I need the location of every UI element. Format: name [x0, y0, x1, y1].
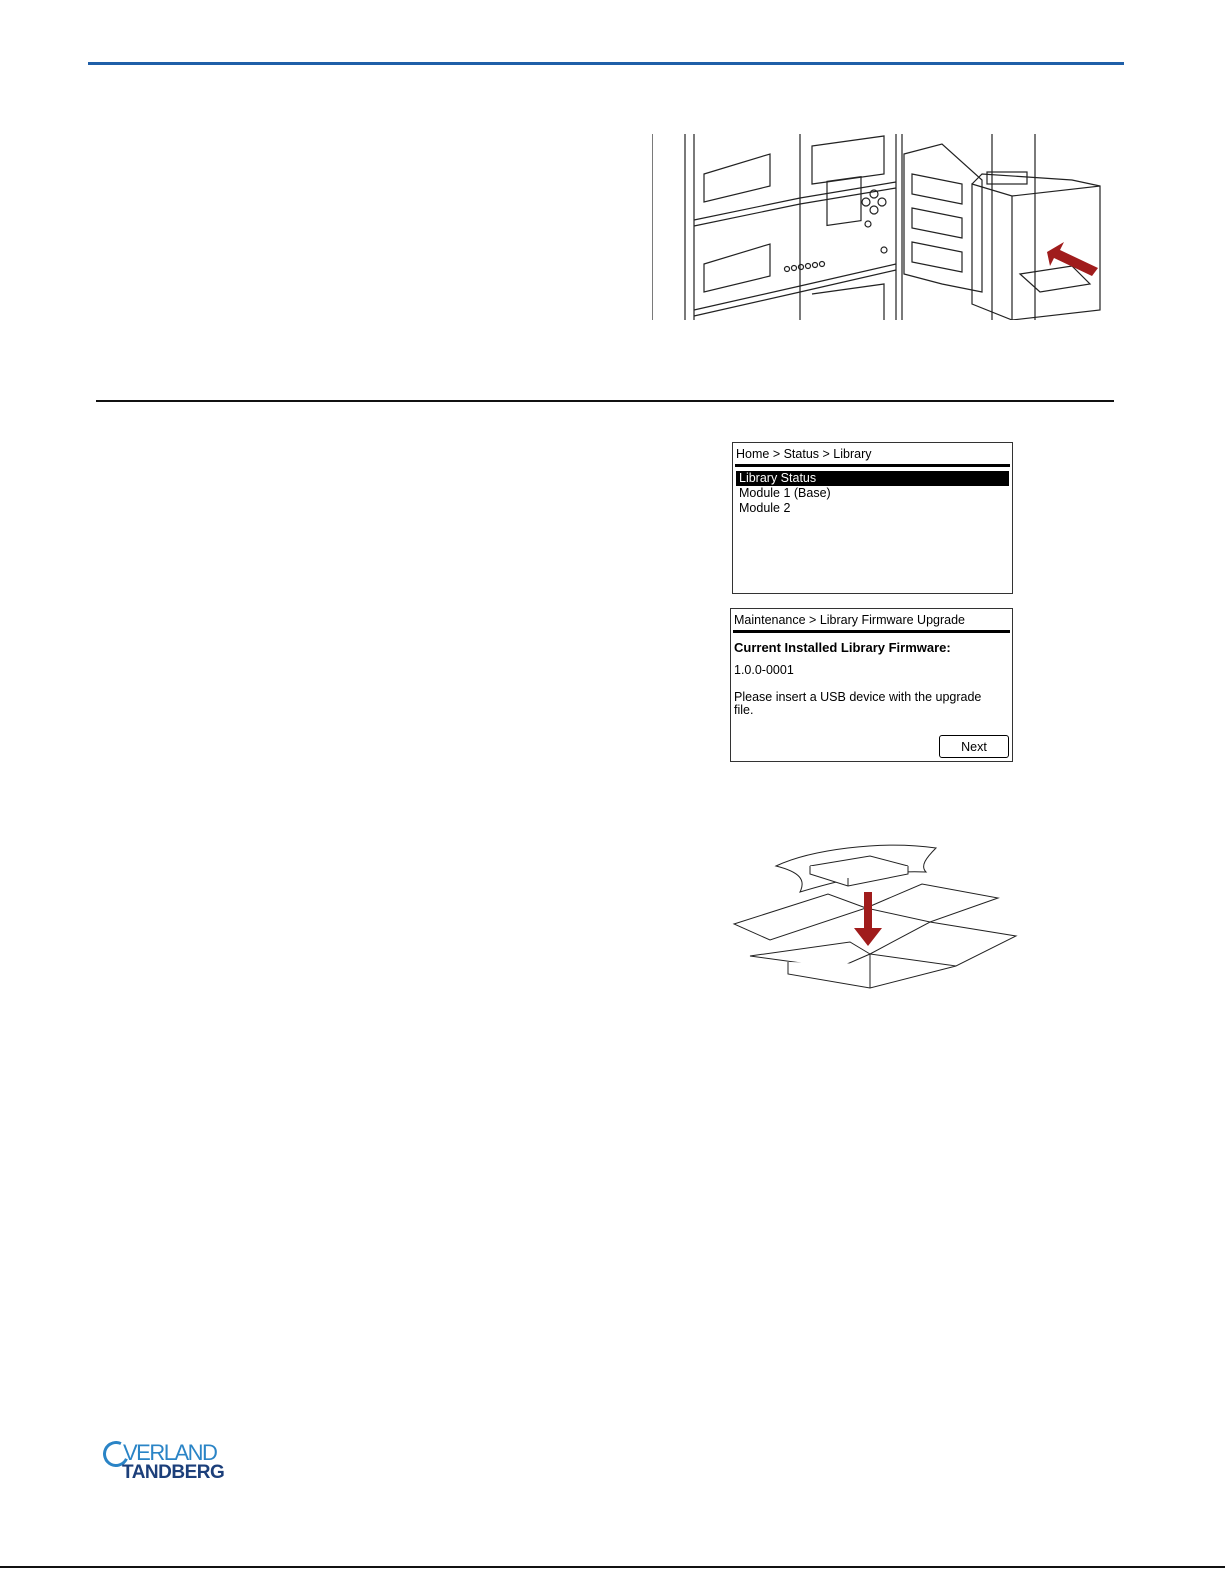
breadcrumb-divider	[733, 630, 1010, 633]
overland-tandberg-logo	[106, 1440, 246, 1490]
next-button[interactable]: Next	[939, 735, 1009, 758]
logo-word-tandberg: TANDBERG	[122, 1462, 225, 1483]
menu-item-module-1[interactable]: Module 1 (Base)	[739, 486, 831, 500]
header-rule	[88, 62, 1124, 65]
menu-item-library-status[interactable]: Library Status	[736, 471, 1009, 486]
breadcrumb-divider	[735, 464, 1010, 467]
section-divider	[96, 400, 1114, 402]
library-module-figure	[652, 134, 1102, 320]
lcd-library-status-screen	[732, 442, 1013, 594]
menu-item-module-2[interactable]: Module 2	[739, 501, 791, 515]
logo-word-overland: VERLAND	[123, 1440, 217, 1465]
firmware-title: Current Installed Library Firmware:	[734, 640, 951, 655]
footer-rule	[0, 1566, 1225, 1568]
firmware-version: 1.0.0-0001	[734, 663, 794, 677]
lcd-firmware-upgrade-screen	[730, 608, 1013, 762]
breadcrumb: Home > Status > Library	[736, 447, 872, 461]
library-menu	[736, 471, 1009, 516]
breadcrumb: Maintenance > Library Firmware Upgrade	[734, 613, 966, 627]
usb-instruction: Please insert a USB device with the upgrade file.	[734, 690, 982, 717]
packaging-box-figure	[730, 836, 1020, 994]
